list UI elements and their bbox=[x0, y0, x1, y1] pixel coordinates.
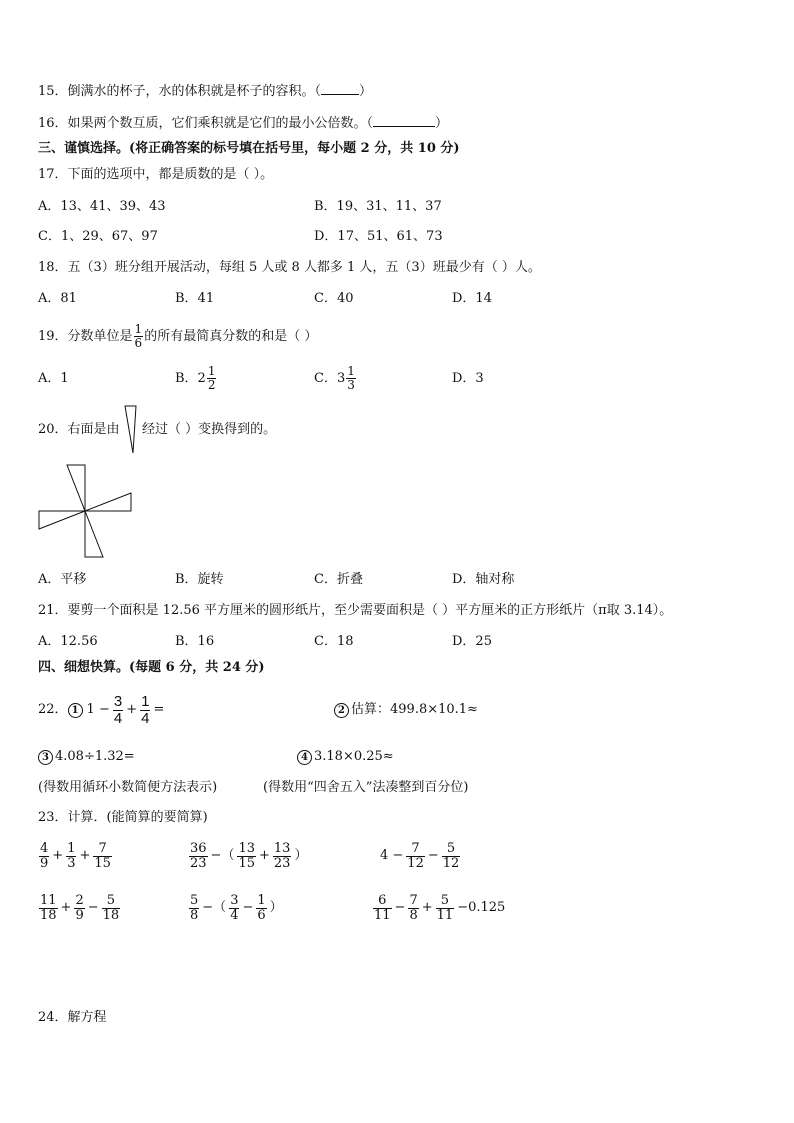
option-d[interactable]: D．14 bbox=[452, 291, 492, 306]
question-16: 16．如果两个数互质，它们乘积就是它们的最小公倍数。（ ） bbox=[38, 116, 449, 131]
fraction: $\frac{1}{3}$ bbox=[347, 364, 355, 392]
fraction: $\frac{3}{4}$ bbox=[230, 892, 239, 923]
circled-number: 4 bbox=[297, 750, 312, 765]
option-c[interactable]: C．3 $\frac{1}{3}$ bbox=[314, 364, 355, 392]
fraction: $\frac{5}{8}$ bbox=[190, 892, 199, 923]
option-b[interactable]: B．19、31、11、37 bbox=[314, 199, 442, 214]
expression: $\frac{5}{8}$ −（ $\frac{3}{4}$ − $\frac{1}{6}$ ） bbox=[190, 892, 283, 923]
circled-number: 3 bbox=[38, 750, 53, 765]
fraction: $\frac{6}{11}$ bbox=[374, 892, 391, 923]
fraction: $\frac{5}{12}$ bbox=[442, 840, 460, 871]
fraction: $\frac{7}{15}$ bbox=[94, 840, 111, 871]
option-a[interactable]: A．13、41、39、43 bbox=[38, 199, 166, 214]
fraction: $\frac{5}{18}$ bbox=[102, 892, 120, 923]
option-c[interactable]: C．18 bbox=[314, 634, 354, 649]
fraction: $\frac{5}{11}$ bbox=[436, 892, 454, 923]
expression: $\frac{4}{9}$ + $\frac{1}{3}$ + $\frac{7}{15}$ bbox=[40, 840, 111, 871]
question-23: 23．计算．(能简算的要简算) bbox=[38, 810, 208, 825]
triangle-shape-icon bbox=[122, 404, 140, 456]
circled-number: 1 bbox=[68, 703, 83, 718]
option-a[interactable]: A．平移 bbox=[38, 572, 87, 587]
section-heading-3: 三、谨慎选择。(将正确答案的标号填在括号里，每小题 2 分，共 10 分) bbox=[38, 141, 460, 156]
fraction: $\frac{2}{9}$ bbox=[75, 892, 84, 923]
fraction: $\frac{1}{6}$ bbox=[134, 322, 143, 350]
option-d[interactable]: D．25 bbox=[452, 634, 492, 649]
option-b[interactable]: B．41 bbox=[175, 291, 215, 306]
expression: 4 − $\frac{7}{12}$ − $\frac{5}{12}$ bbox=[380, 840, 460, 871]
question-24: 24．解方程 bbox=[38, 1010, 107, 1025]
fraction: $\frac{4}{9}$ bbox=[40, 840, 49, 871]
question-19: 19．分数单位是 $\frac{1}{6}$ 的所有最简真分数的和是（ ） bbox=[38, 322, 318, 350]
option-c[interactable]: C．1、29、67、97 bbox=[38, 229, 158, 244]
circled-number: 2 bbox=[334, 703, 349, 718]
question-22-expr-1: 22． 1 1 − $\frac{3}{4}$ + $\frac{1}{4}$ = bbox=[38, 692, 165, 727]
option-a[interactable]: A．1 bbox=[38, 371, 69, 386]
pinwheel-figure bbox=[36, 462, 134, 560]
question-17: 17．下面的选项中，都是质数的是（ ）。 bbox=[38, 167, 274, 182]
fraction: $\frac{3}{4}$ bbox=[113, 692, 123, 727]
question-20-prefix: 20．右面是由 bbox=[38, 422, 120, 437]
expression: $\frac{36}{23}$ −（ $\frac{13}{15}$ + $\frac{13}{23}$ ） bbox=[190, 840, 308, 871]
fraction: $\frac{13}{23}$ bbox=[273, 840, 291, 871]
question-15: 15．倒满水的杯子，水的体积就是杯子的容积。（ ） bbox=[38, 84, 373, 99]
option-b[interactable]: B．16 bbox=[175, 634, 215, 649]
note-2: (得数用“四舍五入”法凑整到百分位) bbox=[263, 780, 469, 795]
answer-blank[interactable] bbox=[373, 115, 435, 127]
option-d[interactable]: D．17、51、61、73 bbox=[314, 229, 443, 244]
section-heading-4: 四、细想快算。(每题 6 分，共 24 分) bbox=[38, 660, 265, 675]
fraction: $\frac{13}{15}$ bbox=[238, 840, 255, 871]
question-18: 18．五（3）班分组开展活动，每组 5 人或 8 人都多 1 人，五（3）班最少有（ ）人。 bbox=[38, 260, 541, 275]
question-22-expr-4: 4 3.18×0.25≈ bbox=[297, 749, 394, 765]
option-d[interactable]: D．轴对称 bbox=[452, 572, 515, 587]
option-c[interactable]: C．40 bbox=[314, 291, 354, 306]
option-d[interactable]: D．3 bbox=[452, 371, 484, 386]
fraction: $\frac{1}{4}$ bbox=[141, 692, 150, 727]
fraction: $\frac{7}{12}$ bbox=[407, 840, 424, 871]
option-a[interactable]: A．12.56 bbox=[38, 634, 98, 649]
question-22-expr-2: 2 估算：499.8×10.1≈ bbox=[334, 702, 478, 718]
question-21: 21．要剪一个面积是 12.56 平方厘米的圆形纸片，至少需要面积是（ ）平方厘米的正方形纸片（π取 3.14）。 bbox=[38, 603, 673, 618]
fraction: $\frac{36}{23}$ bbox=[190, 840, 207, 871]
expression: $\frac{11}{18}$ + $\frac{2}{9}$ − $\frac{5}{18}$ bbox=[40, 892, 120, 923]
option-c[interactable]: C．折叠 bbox=[314, 572, 363, 587]
expression: $\frac{6}{11}$ − $\frac{7}{8}$ + $\frac{5}{11}$ −0.125 bbox=[374, 892, 506, 923]
question-22-expr-3: 3 4.08÷1.32= bbox=[38, 749, 135, 765]
option-b[interactable]: B．旋转 bbox=[175, 572, 224, 587]
fraction: $\frac{1}{2}$ bbox=[207, 364, 216, 392]
fraction: $\frac{1}{3}$ bbox=[67, 840, 76, 871]
fraction: $\frac{1}{6}$ bbox=[257, 892, 266, 923]
answer-blank[interactable] bbox=[321, 83, 359, 95]
option-a[interactable]: A．81 bbox=[38, 291, 77, 306]
fraction: $\frac{7}{8}$ bbox=[409, 892, 418, 923]
fraction: $\frac{11}{18}$ bbox=[40, 892, 57, 923]
option-b[interactable]: B．2 $\frac{1}{2}$ bbox=[175, 364, 216, 392]
note-1: (得数用循环小数简便方法表示) bbox=[38, 780, 218, 795]
question-20-suffix: 经过（ ）变换得到的。 bbox=[142, 422, 277, 437]
